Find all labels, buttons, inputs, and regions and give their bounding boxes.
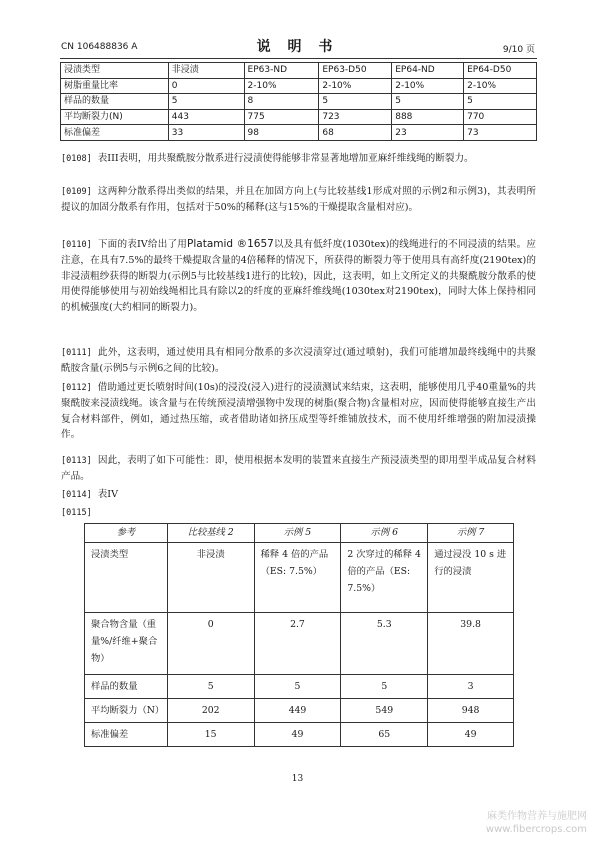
table-cell: 5 xyxy=(167,675,254,699)
table-cell: 39.8 xyxy=(428,613,514,675)
table-cell: 2-10% xyxy=(244,78,319,94)
table-cell: 549 xyxy=(341,699,428,723)
paragraph-text: 因此，表明了如下可能性：即，使用根据本发明的装置来直接生产预浸渍类型的即用型半成品复合材料产品。 xyxy=(61,455,536,483)
table-row xyxy=(85,699,514,723)
table-cell: 2.7 xyxy=(254,613,341,675)
table-cell: 723 xyxy=(319,109,392,125)
table-cell: 948 xyxy=(428,699,514,723)
table-cell: 98 xyxy=(244,125,319,141)
paragraph-number: [0111] xyxy=(61,348,92,358)
row-label: 聚合物含量（重量%/纤维+聚合物） xyxy=(85,613,168,675)
table-row xyxy=(85,723,514,747)
column-header: 参考 xyxy=(85,524,168,543)
table-cell: 5 xyxy=(254,675,341,699)
watermark-line: www.fibercrops.com xyxy=(485,824,587,835)
table-cell: 2-10% xyxy=(392,78,464,94)
page-indicator: 9/10 页 xyxy=(502,45,535,55)
paragraph-number: [0112] xyxy=(61,383,92,393)
page-number: 13 xyxy=(291,774,304,784)
paragraph-0114 xyxy=(61,487,536,503)
column-header: 示例 7 xyxy=(428,524,514,543)
paragraph-number: [0114] xyxy=(61,490,92,500)
table-cell: 2 次穿过的稀释 4 倍的产品（ES: 7.5%） xyxy=(341,543,428,613)
table-cell: 15 xyxy=(167,723,254,747)
table-cell: 2-10% xyxy=(464,78,537,94)
paragraph-number: [0110] xyxy=(61,240,92,250)
paragraph-0113 xyxy=(61,453,536,485)
paragraph-0111 xyxy=(61,345,536,377)
table-row xyxy=(85,613,514,675)
paragraph-0109 xyxy=(61,184,536,216)
table-cell: EP64-D50 xyxy=(464,63,537,79)
column-header: 示例 6 xyxy=(341,524,428,543)
paragraph-0112 xyxy=(61,380,536,443)
table-cell: 775 xyxy=(244,109,319,125)
table-cell: 33 xyxy=(168,125,244,141)
table-cell: 5.3 xyxy=(341,613,428,675)
product-name: Platamid ®1657 xyxy=(187,238,274,250)
table-cell: 770 xyxy=(464,109,537,125)
table-cell: 3 xyxy=(428,675,514,699)
table-cell: 68 xyxy=(319,125,392,141)
table-row xyxy=(61,109,537,125)
watermark-line: 麻类作物营养与施肥网 xyxy=(487,811,587,822)
doc-number: CN 106488836 A xyxy=(61,42,138,52)
header-divider xyxy=(60,58,537,59)
table-row xyxy=(61,78,537,94)
table-row xyxy=(85,675,514,699)
paragraph-number: [0108] xyxy=(61,154,92,164)
paragraph-text: 这两种分散系得出类似的结果，并且在加固方向上(与比较基线1形成对照的示例2和示例3)，其表明所提议的加固分散系有作用，包括对于50%的稀释(这与15%的干燥提取含量相对应)。 xyxy=(61,186,536,214)
paragraph-0108 xyxy=(61,151,536,167)
table-iii xyxy=(60,62,537,141)
table-cell: 2-10% xyxy=(319,78,392,94)
table-cell: 202 xyxy=(167,699,254,723)
row-label: 浸渍类型 xyxy=(85,543,168,613)
paragraph-number: [0113] xyxy=(61,456,92,466)
row-label: 标准偏差 xyxy=(61,125,169,141)
table-iv xyxy=(84,523,514,747)
table-cell: 888 xyxy=(392,109,464,125)
table-cell: 5 xyxy=(464,94,537,110)
watermark xyxy=(486,810,587,836)
table-cell: 5 xyxy=(319,94,392,110)
table-cell: 0 xyxy=(167,613,254,675)
paragraph-number: [0115] xyxy=(61,508,92,518)
table-row xyxy=(85,543,514,613)
table-header-row xyxy=(85,524,514,543)
table-cell: 65 xyxy=(341,723,428,747)
table-row xyxy=(61,63,537,79)
row-label: 平均断裂力(N) xyxy=(61,109,169,125)
page-title: 说 明 书 xyxy=(256,39,339,55)
column-header: 示例 5 xyxy=(254,524,341,543)
table-cell: 0 xyxy=(168,78,244,94)
table-cell: 非浸渍 xyxy=(168,63,244,79)
table-cell: 5 xyxy=(392,94,464,110)
paragraph-text: 表IV xyxy=(97,489,119,500)
row-label: 平均断裂力（N） xyxy=(85,699,168,723)
table-cell: 稀释 4 倍的产品（ES: 7.5%） xyxy=(254,543,341,613)
table-cell: EP63-D50 xyxy=(319,63,392,79)
row-label: 样品的数量 xyxy=(85,675,168,699)
paragraph-0115 xyxy=(61,505,536,521)
table-cell: 5 xyxy=(168,94,244,110)
table-cell: 5 xyxy=(341,675,428,699)
table-cell: 73 xyxy=(464,125,537,141)
table-cell: EP64-ND xyxy=(392,63,464,79)
paragraph-text: 此外，这表明，通过使用具有相同分散系的多次浸渍穿过(通过喷射)，我们可能增加最终线绳中的共聚酰胺含量(示例5与示例6之间的比较)。 xyxy=(61,347,536,375)
row-label: 样品的数量 xyxy=(61,94,169,110)
paragraph-text: 以及具有低纤度(1030tex)的线绳进行的不同浸渍的结果。应注意，在具有7.5%的最终干燥提取含量的4倍稀释的情况下，所获得的断裂力等于使用具有高纤度(2190tex)的非浸渍粗纱获得的断裂力(示例5与比较基线1进行的比较)，因此，这表明，如上文所定义的共聚酰胺分散系的使用使得能够使用与初始线绳相比具有除以2的纤度的亚麻纤维线绳(1030tex对2190tex)，同时大体上保持相同的机械强度(大约相同的断裂力)。 xyxy=(61,239,536,313)
table-cell: 49 xyxy=(428,723,514,747)
column-header: 比较基线 2 xyxy=(167,524,254,543)
table-cell: 23 xyxy=(392,125,464,141)
row-label: 浸渍类型 xyxy=(61,63,169,79)
paragraph-text: 借助通过更长喷射时间(10s)的浸没(浸入)进行的浸渍测试来结束，这表明，能够使用几乎40重量%的共聚酰胺来浸渍线绳。该含量与在传统预浸渍增强物中发现的树脂(聚合物)含量相对应，因而使得能够直接生产出复合材料部件，例如，通过热压缩，或者借助诸如挤压成型等纤维铺放技术，而不使用纤维增强的附加浸渍操作。 xyxy=(61,382,536,441)
row-label: 树脂重量比率 xyxy=(61,78,169,94)
paragraph-text: 下面的表IV给出了用 xyxy=(97,239,188,250)
paragraph-0110 xyxy=(61,237,536,315)
table-row xyxy=(61,125,537,141)
paragraph-text: 表III表明，用共聚酰胺分散系进行浸渍使得能够非常显著地增加亚麻纤维线绳的断裂力。 xyxy=(97,153,474,164)
row-label: 标准偏差 xyxy=(85,723,168,747)
table-cell: 通过浸没 10 s 进行的浸渍 xyxy=(428,543,514,613)
table-cell: 49 xyxy=(254,723,341,747)
paragraph-number: [0109] xyxy=(61,187,92,197)
table-cell: 443 xyxy=(168,109,244,125)
table-cell: 非浸渍 xyxy=(167,543,254,613)
table-cell: EP63-ND xyxy=(244,63,319,79)
table-cell: 8 xyxy=(244,94,319,110)
table-row xyxy=(61,94,537,110)
table-cell: 449 xyxy=(254,699,341,723)
